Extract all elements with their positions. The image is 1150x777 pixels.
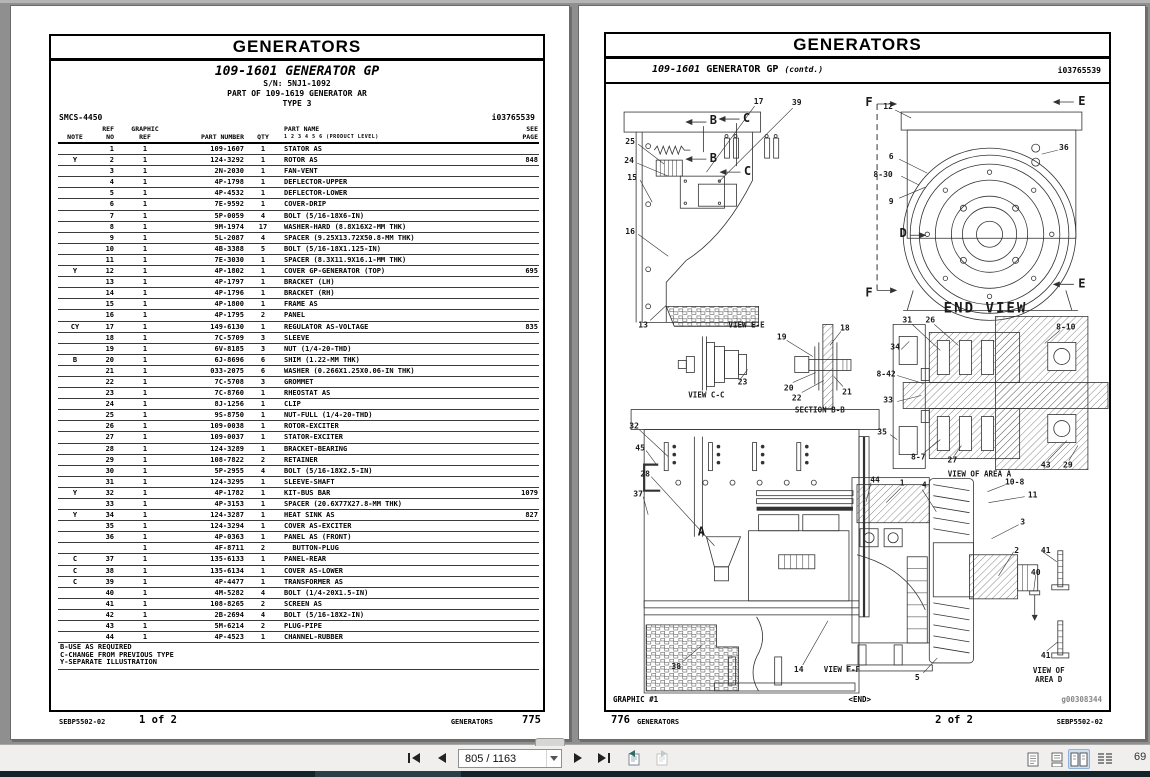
callout-label: 19 <box>776 332 787 342</box>
table-row: Y 12 1 4P-1802 1 COVER GP-GENERATOR (TOP) 695 <box>58 266 539 277</box>
callout-label: B <box>709 113 718 128</box>
callout-label: END VIEW <box>943 300 1028 317</box>
previous-view-icon <box>626 750 642 766</box>
table-row: 6 1 7E-9592 1 COVER-DRIP <box>58 199 539 210</box>
callout-label: 32 <box>629 421 639 431</box>
callout-label: 9 <box>888 197 894 207</box>
zoom-level-text[interactable]: 69 <box>1134 751 1147 763</box>
table-row: 31 1 124-3295 1 SLEEVE-SHAFT <box>58 477 539 488</box>
table-row: B 20 1 6J-8696 6 SHIM (1.22-MM THK) <box>58 355 539 366</box>
taskbar-segment <box>315 771 461 777</box>
two-page-icon <box>1070 752 1088 767</box>
first-page-icon <box>407 752 421 764</box>
document-id: i03765539 <box>1057 66 1101 75</box>
footer-section: GENERATORS <box>450 718 493 726</box>
next-view-button[interactable] <box>650 748 674 768</box>
callout-label: 36 <box>1058 143 1069 153</box>
callout-label: 25 <box>625 137 635 147</box>
callout-label: AREA D <box>1035 674 1063 684</box>
callout-label: SECTION B-B <box>794 405 845 415</box>
callout-label: F <box>865 95 873 110</box>
next-view-icon <box>654 750 670 766</box>
callout-label: 2 <box>1014 545 1020 555</box>
chevron-down-icon <box>550 756 558 761</box>
last-page-button[interactable] <box>592 748 616 768</box>
footer-page-number: 775 <box>522 714 541 726</box>
footer-section: GENERATORS <box>637 718 680 726</box>
callout-label: VIEW F-F <box>823 664 861 674</box>
previous-page-icon <box>436 752 448 764</box>
table-row: 30 1 5P-2955 4 BOLT (5/16-18X2.5-IN) <box>58 466 539 477</box>
callout-label: VIEW OF AREA A <box>947 469 1012 479</box>
callout-label: 26 <box>925 315 936 325</box>
footnote-c: C-CHANGE FROM PREVIOUS TYPE <box>60 650 174 659</box>
callout-label: 22 <box>791 393 802 403</box>
table-row: 15 1 4P-1800 1 FRAME AS <box>58 299 539 310</box>
exploded-view-diagram <box>606 84 1109 694</box>
footer-page-number: 776 <box>611 714 630 726</box>
table-row: 8 1 9M-1974 17 WASHER-HARD (8.8X16X2-MM THK) <box>58 222 539 233</box>
table-row: 9 1 5L-2087 4 SPACER (9.25X13.72X50.8-MM THK) <box>58 233 539 244</box>
footer-page-of: 2 of 2 <box>935 714 973 726</box>
callout-label: A <box>697 524 706 539</box>
callout-label: 33 <box>883 395 893 405</box>
callout-label: E <box>1078 94 1086 109</box>
table-row: Y 2 1 124-3292 1 ROTOR AS 848 <box>58 155 539 166</box>
view-e-e-drawing <box>624 106 793 326</box>
callout-label: 37 <box>633 489 643 499</box>
parts-table-header: NOTE REF NO GRAPHIC REF PART NUMBER QTY PART NAME 1 2 3 4 5 6 (PRODUCT LEVEL) SEE PAGE <box>58 124 539 144</box>
graphic-id: g00308344 <box>1061 695 1102 704</box>
viewer-toolbar <box>0 744 1150 771</box>
table-row: 18 1 7C-5709 3 SLEEVE <box>58 333 539 344</box>
table-row: 11 1 7E-3030 1 SPACER (8.3X11.9X16.1-MM THK) <box>58 255 539 266</box>
page-indicator-text: 805 / 1163 <box>465 752 517 765</box>
fan-assembly-drawing <box>847 475 1058 673</box>
callout-label: 35 <box>877 427 887 437</box>
table-row: 44 1 4P-4523 1 CHANNEL-RUBBER <box>58 632 539 643</box>
single-page-layout-button[interactable] <box>1022 749 1044 769</box>
graphic-caption-row <box>606 695 1109 710</box>
footnote-y: Y-SEPARATE ILLUSTRATION <box>60 658 157 667</box>
end-marker: <END> <box>848 695 872 704</box>
page-dropdown-button[interactable] <box>546 750 561 767</box>
table-row: 29 1 108-7822 2 RETAINER <box>58 455 539 466</box>
callout-label: 8-7 <box>910 452 926 462</box>
callout-label: 5 <box>914 672 920 682</box>
table-row: 43 1 5M-6214 2 PLUG-PIPE <box>58 621 539 632</box>
graphic-number: GRAPHIC #1 <box>613 695 659 704</box>
table-row: 23 1 7C-8760 1 RHEOSTAT AS <box>58 388 539 399</box>
callout-label: 11 <box>1027 490 1038 500</box>
callout-label: 31 <box>902 315 913 325</box>
two-page-continuous-icon <box>1096 752 1114 767</box>
callout-label: 13 <box>638 320 648 330</box>
callout-label: 21 <box>842 387 852 397</box>
view-f-f-drawing <box>631 410 879 693</box>
callout-label: 4 <box>921 480 927 490</box>
table-row: 5 1 4P-4532 1 DEFLECTOR-LOWER <box>58 188 539 199</box>
part-group-number: 109-1601 <box>652 64 701 75</box>
page-footer-775 <box>49 714 543 728</box>
part-of-line: PART OF 109-1619 GENERATOR AR <box>227 89 367 98</box>
table-row: 35 1 124-3294 1 COVER AS-EXCITER <box>58 521 539 532</box>
page-number-input[interactable] <box>458 749 562 768</box>
table-row: 22 1 7C-5708 3 GROMMET <box>58 377 539 388</box>
table-row: 1 4F-8711 2 BUTTON-PLUG <box>58 543 539 554</box>
next-page-button[interactable] <box>566 748 590 768</box>
section-banner: GENERATORS <box>606 34 1109 59</box>
callout-label: 12 <box>883 102 893 112</box>
view-of-area-a-drawing <box>890 316 1108 469</box>
table-row: 24 1 8J-1256 1 CLIP <box>58 399 539 410</box>
table-row: 28 1 124-3289 1 BRACKET-BEARING <box>58 444 539 455</box>
callout-label: 45 <box>635 443 645 453</box>
table-row: CY 17 1 149-6130 1 REGULATOR AS-VOLTAGE 835 <box>58 322 539 333</box>
previous-view-button[interactable] <box>622 748 646 768</box>
callout-label: 8-10 <box>1056 322 1076 332</box>
callout-label: 38 <box>671 661 682 671</box>
callout-label: 6 <box>888 152 894 162</box>
table-row: C 39 1 4P-4477 1 TRANSFORMER AS <box>58 577 539 588</box>
table-row: 36 1 4P-0363 1 PANEL AS (FRONT) <box>58 532 539 543</box>
table-row: 3 1 2N-2030 1 FAN-VENT <box>58 166 539 177</box>
table-row: 40 1 4M-5282 4 BOLT (1/4-20X1.5-IN) <box>58 588 539 599</box>
last-page-icon <box>597 752 611 764</box>
callout-label: 29 <box>1063 460 1073 470</box>
callout-label: VIEW E-E <box>728 320 765 330</box>
footer-doc-code: SEBP5502-02 <box>59 718 106 726</box>
callout-label: 40 <box>1030 567 1041 577</box>
toolbar-handle[interactable] <box>535 738 565 746</box>
callout-label: 8-42 <box>876 369 896 379</box>
page-content-box <box>604 32 1111 712</box>
callout-label: E <box>1078 276 1086 291</box>
table-row: 41 1 108-8265 2 SCREEN AS <box>58 599 539 610</box>
part-group-title: 109-1601 GENERATOR GP <box>214 64 380 79</box>
callout-label: 44 <box>870 475 880 485</box>
part-group-heading <box>51 61 543 109</box>
callout-label: D <box>899 226 907 241</box>
table-row: Y 32 1 4P-1782 1 KIT-BUS BAR 1079 <box>58 488 539 499</box>
parts-table <box>58 124 539 670</box>
table-row: 1 1 109-1607 1 STATOR AS <box>58 144 539 155</box>
table-row: C 37 1 135-6133 1 PANEL-REAR <box>58 554 539 565</box>
table-row: 21 1 033-2075 6 WASHER (0.266X1.25X0.06-IN THK) <box>58 366 539 377</box>
smcs-code: SMCS-4450 <box>59 113 103 122</box>
callout-label: VIEW OF <box>1032 665 1065 675</box>
callout-label: 34 <box>890 342 900 352</box>
table-row: 26 1 109-0038 1 ROTOR-EXCITER <box>58 421 539 432</box>
section-banner: GENERATORS <box>51 36 543 61</box>
table-row: Y 34 1 124-3287 1 HEAT SINK AS 827 <box>58 510 539 521</box>
single-page-icon <box>1026 752 1040 767</box>
table-row: 14 1 4P-1796 1 BRACKET (RH) <box>58 288 539 299</box>
diagram-svg <box>606 84 1109 694</box>
table-row: 16 1 4P-1795 2 PANEL <box>58 310 539 321</box>
table-row: 25 1 9S-8750 1 NUT-FULL (1/4-20-THD) <box>58 410 539 421</box>
two-page-continuous-layout-button[interactable] <box>1094 749 1116 769</box>
continued-title-row <box>606 59 1109 84</box>
first-page-button[interactable] <box>402 748 426 768</box>
parts-table-body <box>58 144 539 643</box>
footnote-b: B-USE AS REQUIRED <box>60 643 132 652</box>
callout-label: C <box>743 164 752 179</box>
callout-label: 41 <box>1040 650 1051 660</box>
callout-label: 8-30 <box>873 170 893 180</box>
document-page-775 <box>10 5 570 740</box>
page-footer-776 <box>609 714 1105 728</box>
callout-label: C <box>742 111 751 126</box>
callout-label: 28 <box>640 469 650 479</box>
callout-label: 16 <box>625 227 635 237</box>
meta-row <box>51 109 543 122</box>
table-row: 27 1 109-0037 1 STATOR-EXCITER <box>58 432 539 443</box>
type-line: TYPE 3 <box>282 99 312 108</box>
callout-label: 39 <box>791 98 802 108</box>
footer-page-of: 1 of 2 <box>139 714 177 726</box>
callout-label: 15 <box>627 173 637 183</box>
continuous-layout-button[interactable] <box>1046 749 1068 769</box>
callout-label: 18 <box>840 323 850 333</box>
taskbar-strip <box>0 771 1150 777</box>
table-row: 33 1 4P-3153 1 SPACER (20.6X77X27.8-MM THK) <box>58 499 539 510</box>
callout-label: 17 <box>753 97 764 107</box>
callout-label: 1 <box>899 478 905 488</box>
table-footnotes <box>58 643 539 670</box>
part-group-name: GENERATOR GP <box>706 64 779 75</box>
callout-label: 27 <box>947 455 958 465</box>
table-row: C 38 1 135-6134 1 COVER AS-LOWER <box>58 566 539 577</box>
two-page-layout-button[interactable] <box>1068 749 1090 769</box>
callout-label: VIEW C-C <box>688 390 725 400</box>
callout-label: B <box>709 151 718 166</box>
callout-label: 10-8 <box>1004 477 1025 487</box>
table-row: 7 1 5P-0059 4 BOLT (5/16-18X6-IN) <box>58 211 539 222</box>
callout-label: F <box>865 285 873 300</box>
callout-label: 24 <box>624 156 634 166</box>
table-row: 4 1 4P-1798 1 DEFLECTOR-UPPER <box>58 177 539 188</box>
document-page-776 <box>578 5 1146 740</box>
table-row: 10 1 4B-3388 5 BOLT (5/16-18X1.125-IN) <box>58 244 539 255</box>
footer-doc-code: SEBP5502-02 <box>1056 718 1103 726</box>
table-row: 19 1 6V-8185 3 NUT (1/4-20-THD) <box>58 344 539 355</box>
callout-label: 3 <box>1020 517 1026 527</box>
next-page-icon <box>572 752 584 764</box>
callout-label: 43 <box>1040 460 1051 470</box>
continuous-page-icon <box>1050 752 1064 767</box>
previous-page-button[interactable] <box>430 748 454 768</box>
callout-label: 14 <box>793 664 804 674</box>
callout-label: 41 <box>1040 545 1051 555</box>
callout-label: 20 <box>783 383 794 393</box>
contd-label: (contd.) <box>784 65 824 74</box>
document-id: i03765539 <box>491 113 535 122</box>
callout-label: 23 <box>737 377 748 387</box>
continued-title <box>652 64 823 75</box>
page-content-box <box>49 34 545 712</box>
end-view-drawing <box>877 99 1082 320</box>
table-row: 13 1 4P-1797 1 BRACKET (LH) <box>58 277 539 288</box>
table-row: 42 1 2B-2694 4 BOLT (5/16-18X2-IN) <box>58 610 539 621</box>
serial-number-line: S/N: 5NJ1-1092 <box>263 79 331 88</box>
